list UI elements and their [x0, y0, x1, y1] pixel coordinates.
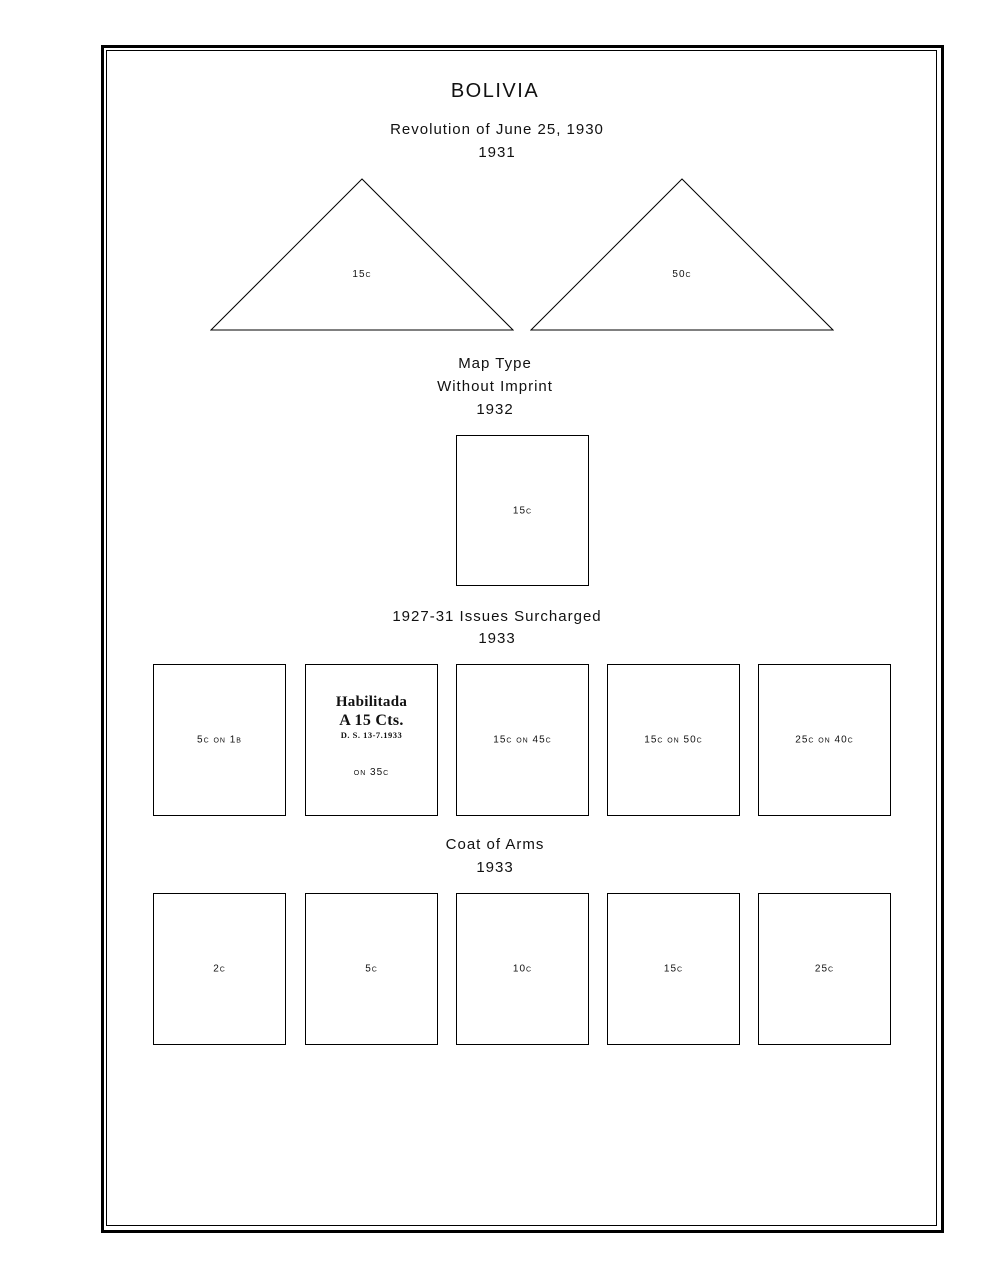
stamp-denomination: 25c [814, 963, 835, 975]
stamp-denomination: 15c on 45c [493, 734, 552, 746]
section-subheading-without-imprint: Without Imprint [437, 378, 553, 395]
section-heading-surcharged: 1927-31 Issues Surcharged [392, 608, 602, 625]
stamp-denomination: 5c on 1b [197, 734, 242, 746]
stamp-denomination: on 35c [353, 767, 390, 778]
section-year-1933: 1933 [478, 630, 516, 647]
stamp-space [456, 664, 589, 816]
stamp-space-triangle [210, 178, 514, 331]
page-title: BOLIVIA [450, 80, 540, 102]
stamp-space [758, 893, 891, 1045]
stamp-space [607, 893, 740, 1045]
overprint-line-value: A 15 Cts. [339, 712, 404, 729]
overprint-line-habilitada: Habilitada [335, 694, 408, 710]
stamp-denomination: 10c [512, 963, 533, 975]
stamp-denomination: 15c on 50c [644, 734, 703, 746]
section-heading-revolution: Revolution of June 25, 1930 [390, 121, 604, 138]
stamp-space [758, 664, 891, 816]
overprint-line-decree: D. S. 13-7.1933 [340, 730, 403, 741]
stamp-denomination: 2c [213, 963, 226, 975]
stamp-space [153, 664, 286, 816]
stamp-denomination: 50c [672, 269, 692, 280]
triangle-outline [210, 178, 514, 331]
stamp-denomination: 15c [352, 269, 372, 280]
stamp-space [153, 893, 286, 1045]
stamp-denomination: 5c [365, 963, 378, 975]
stamp-denomination: 15c [512, 505, 533, 516]
stamp-space [305, 893, 438, 1045]
triangle-outline [530, 178, 834, 331]
section-year-1932: 1932 [476, 401, 514, 418]
stamp-space-overprint [305, 664, 438, 816]
section-year-1931: 1931 [478, 144, 516, 161]
stamp-space [456, 435, 589, 586]
stamp-space [607, 664, 740, 816]
section-heading-map-type: Map Type [458, 355, 532, 372]
stamp-space [456, 893, 589, 1045]
section-heading-coat-of-arms: Coat of Arms [445, 836, 545, 853]
section-year-1933: 1933 [476, 859, 514, 876]
overprint-illustration [306, 693, 437, 740]
stamp-denomination: 15c [663, 963, 684, 975]
stamp-denomination: 25c on 40c [795, 734, 854, 746]
stamp-space-triangle [530, 178, 834, 331]
